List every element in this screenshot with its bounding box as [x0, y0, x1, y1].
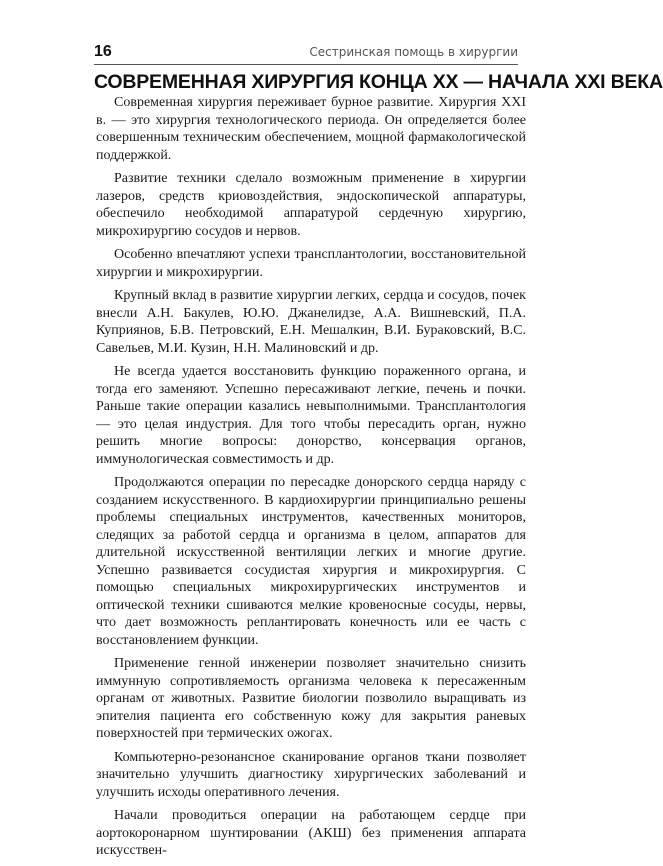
- paragraph: Современная хирургия переживает бурное развитие. Хирургия XXI в. — это хирургия технологического периода. Он определяется более совершенным техническим обеспечением, мощной фармакологической поддержкой.: [96, 95, 526, 163]
- running-title: Сестринская помощь в хирургии: [309, 45, 518, 59]
- body-text: [96, 94, 526, 866]
- paragraph: Компьютерно-резонансное сканирование органов ткани позволяет значительно улучшить диагностику хирургических заболеваний и улучшить исходы оперативного лечения.: [96, 749, 526, 800]
- paragraph: Не всегда удается восстановить функцию пораженного органа, и тогда его заменяют. Успешно пересаживают легкие, печень и почки. Раньше такие операции казались невыполнимыми. Трансплантология — это целая индустрия. Для того чтобы пересадить орган, нужно решить многие вопросы: донорство, консервация органов, иммунологическая совместимость и др.: [96, 364, 526, 467]
- paragraph: Продолжаются операции по пересадке донорского сердца наряду с созданием искусственного. В кардиохирургии принципиально решены проблемы специальных инструментов, качественных мониторов, следящих за работой сердца и организма в целом, аппаратов для длительной искусственной вентиляции легких и многие другие. Успешно развивается сосудистая хирургия и микрохирургия. С помощью специальных микрохирургических инструментов и оптической техники сшиваются мелкие кровеносные сосуды, нервы, что дает возможность реплантировать конечность или ее часть с восстановлением функции.: [96, 475, 526, 648]
- running-header: [94, 38, 518, 65]
- paragraph: Крупный вклад в развитие хирургии легких, сердца и сосудов, почек внесли А.Н. Бакулев, Ю.Ю. Джанелидзе, А.А. Вишневский, П.А. Куприянов, Б.В. Петровский, Е.Н. Мешалкин, В.И. Бураковский, В.С. Савельев, М.И. Кузин, Н.Н. Малиновский и др.: [96, 288, 526, 356]
- paragraph: Особенно впечатляют успехи трансплантологии, восстановительной хирургии и микрохирургии.: [96, 247, 526, 280]
- paragraph: Применение генной инженерии позволяет значительно снизить иммунную сопротивляемость организма человека к пересаженным органам от животных. Развитие биологии позволило выращивать из эпителия пациента его собственную кожу для закрытия раневых поверхностей при термических ожогах.: [96, 656, 526, 741]
- paragraph: Начали проводиться операции на работающем сердце при аортокоронарном шунтировании (АКШ) без применения аппарата искусствен-: [96, 808, 526, 858]
- page-number: 16: [94, 43, 112, 60]
- section-title: СОВРЕМЕННАЯ ХИРУРГИЯ КОНЦА XX — НАЧАЛА XXI ВЕКА: [94, 71, 663, 93]
- paragraph: Развитие техники сделало возможным применение в хирургии лазеров, средств криовоздействия, эндоскопической аппаратуры, обеспечило необходимой аппаратурой сердечную хирургию, микрохирургию сосудов и нервов.: [96, 171, 526, 239]
